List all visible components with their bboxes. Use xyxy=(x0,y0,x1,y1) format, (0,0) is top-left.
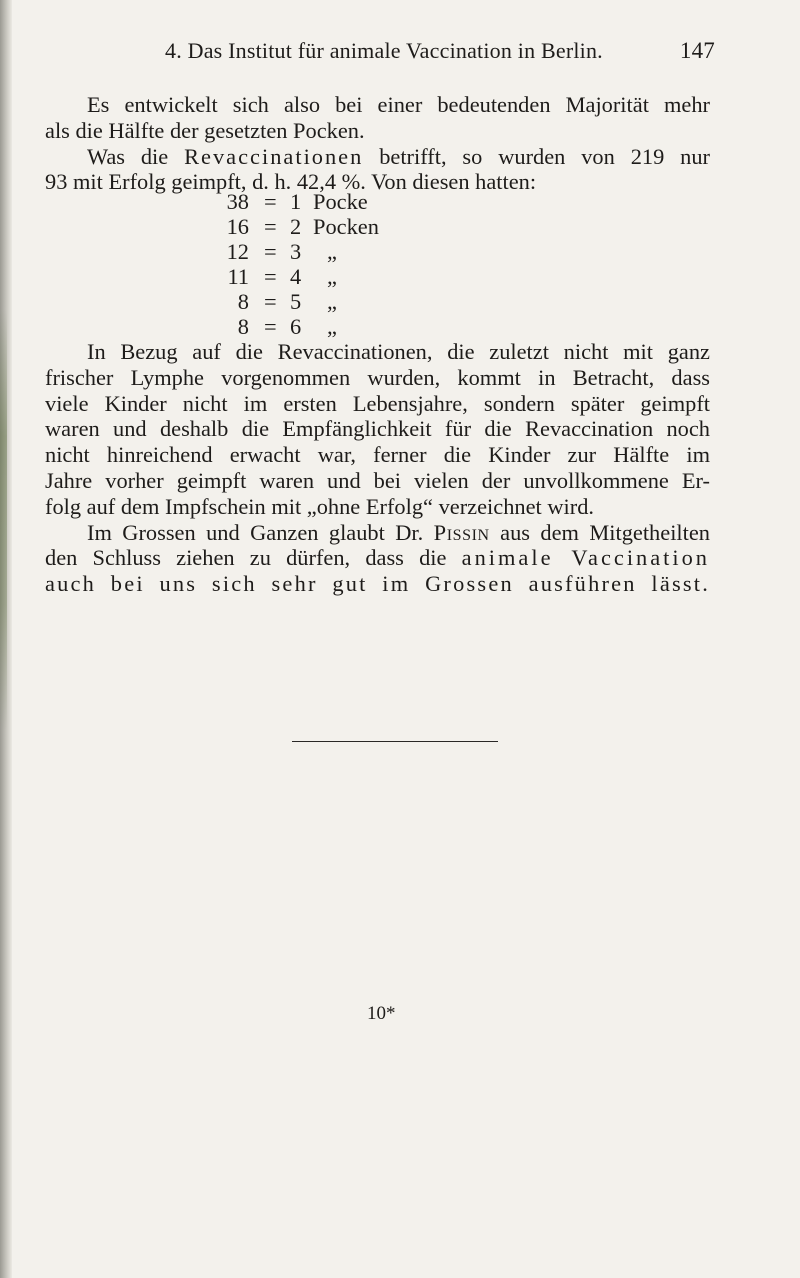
row-value: 4 xyxy=(290,264,302,289)
row-count: 38 xyxy=(226,189,249,214)
paragraph-4-rest: aus dem Mitgetheilten xyxy=(489,519,710,545)
row-unit: „ xyxy=(327,314,337,339)
paragraph-1-line-1: Es entwickelt sich also bei einer bedeutenden Majorität mehr xyxy=(87,92,710,117)
body-text-lower xyxy=(45,339,710,597)
table-row xyxy=(0,314,800,340)
paragraph-1-line-2: als die Hälfte der gesetzten Pocken. xyxy=(45,117,365,143)
paragraph-4-line-2-text: den Schluss ziehen zu dürfen, dass die xyxy=(45,545,462,571)
row-value: 3 xyxy=(290,239,302,264)
row-value: 5 xyxy=(290,289,302,314)
table-row xyxy=(0,214,800,240)
table-row xyxy=(0,289,800,315)
running-header xyxy=(165,38,715,64)
row-unit: „ xyxy=(327,289,337,314)
row-count: 16 xyxy=(226,214,249,239)
table-row xyxy=(0,239,800,265)
page-number: 147 xyxy=(679,38,715,63)
table-row xyxy=(0,189,800,215)
paragraph-3-last-line: folg auf dem Impfschein mit „ohne Erfolg“ verzeichnet wird. xyxy=(45,493,594,519)
paragraph-3-line: viele Kinder nicht im ersten Lebensjahre, sondern später geimpft xyxy=(45,390,710,416)
row-equals: = xyxy=(264,239,277,264)
section-divider xyxy=(292,741,498,742)
paragraph-3-line: frischer Lymphe vorgenommen wurden, kommt in Betracht, dass xyxy=(45,364,710,390)
row-count: 8 xyxy=(237,314,249,339)
page-stain xyxy=(0,310,7,730)
paragraph-3-line: waren und deshalb die Empfänglichkeit für die Revaccination noch xyxy=(45,416,710,442)
paragraph-4-line-2 xyxy=(45,545,710,571)
paragraph-2-line-2: 93 mit Erfolg geimpft, d. h. 42,4 %. Von diesen hatten: xyxy=(45,169,537,195)
row-unit: Pocke xyxy=(313,189,368,214)
spaced-animale-vaccination: animale Vaccination xyxy=(461,545,711,571)
row-count: 8 xyxy=(237,289,249,314)
paragraph-4-line-1 xyxy=(45,520,710,546)
row-equals: = xyxy=(264,289,277,314)
row-count: 11 xyxy=(227,264,249,289)
signature-mark: 10* xyxy=(367,1003,396,1024)
row-value: 2 xyxy=(290,214,302,239)
row-equals: = xyxy=(264,264,277,289)
paragraph-3-line: nicht hinreichend erwacht war, ferner die Kinder zur Hälfte im xyxy=(45,442,710,468)
paragraph-4-lead: Im Grossen und Ganzen glaubt Dr. xyxy=(87,519,434,545)
paragraph-2-lead: Was die xyxy=(87,143,185,169)
author-name: Pissin xyxy=(433,519,490,545)
row-unit: „ xyxy=(327,239,337,264)
paragraph-2-rest: betrifft, so wurden von 219 nur xyxy=(363,143,710,169)
row-count: 12 xyxy=(226,239,249,264)
header-title: 4. Das Institut für animale Vaccination in Berlin. xyxy=(165,38,603,63)
paragraph-3-line: In Bezug auf die Revaccinationen, die zuletzt nicht mit ganz xyxy=(87,339,710,364)
spaced-word-revaccinationen: Revaccinationen xyxy=(184,143,364,169)
row-value: 1 xyxy=(290,189,302,214)
paragraph-3-line: Jahre vorher geimpft waren und bei vielen der unvollkommene Er- xyxy=(45,467,710,493)
paragraph-4-line-3: auch bei uns sich sehr gut im Grossen ausführen lässt. xyxy=(45,571,710,597)
row-equals: = xyxy=(264,314,277,339)
row-value: 6 xyxy=(290,314,302,339)
row-unit: Pocken xyxy=(313,214,379,239)
row-unit: „ xyxy=(327,264,337,289)
paragraph-2-line-1 xyxy=(45,144,710,170)
table-row xyxy=(0,264,800,290)
row-equals: = xyxy=(264,189,277,214)
body-text xyxy=(45,92,710,195)
row-equals: = xyxy=(264,214,277,239)
